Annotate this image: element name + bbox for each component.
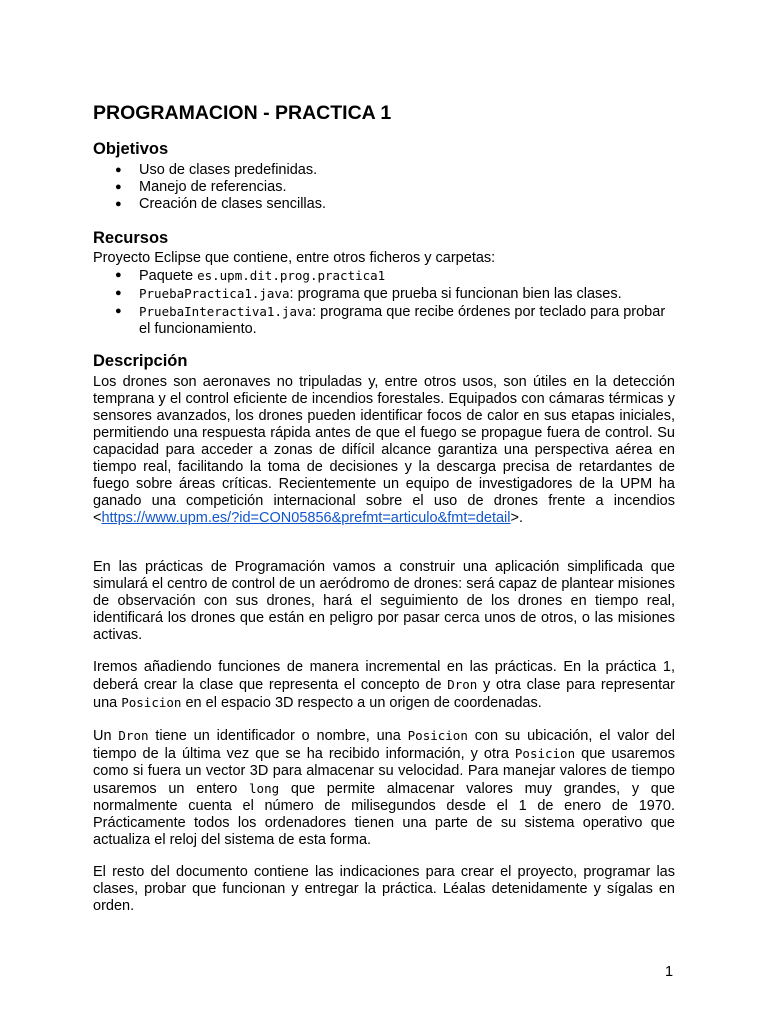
package-name: es.upm.dit.prog.practica1: [197, 268, 386, 283]
bullet-icon: ●: [115, 305, 122, 317]
class-name-posicion: Posicion: [121, 695, 182, 710]
upm-article-link[interactable]: https://www.upm.es/?id=CON05856&prefmt=articulo&fmt=detail: [101, 510, 511, 526]
bullet-icon: ●: [115, 287, 122, 299]
heading-recursos: Recursos: [93, 229, 169, 247]
list-item: ● PruebaInteractiva1.java: programa que recibe órdenes por teclado para probar el funcionamiento.: [115, 304, 666, 337]
heading-objetivos: Objetivos: [93, 140, 169, 158]
list-item: ● Uso de clases predefinidas.: [115, 162, 318, 178]
descripcion-paragraph-5: El resto del documento contiene las indicaciones para crear el proyecto, programar las clases, probar que funcionan y entregar la práctica. Léalas detenidamente y sígalas en orden.: [93, 864, 675, 914]
recursos-intro: Proyecto Eclipse que contiene, entre otros ficheros y carpetas:: [93, 250, 496, 266]
bullet-icon: ●: [115, 164, 122, 176]
descripcion-paragraph-2: En las prácticas de Programación vamos a construir una aplicación simplificada que simulará el centro de control de un aeródromo de drones: será capaz de plantear misiones de observación con sus drones, hará el seguimiento de los drones en tiempo real, identificará los drones que están en peligro por pasar cerca unos de otros, o las misiones activas.: [93, 559, 675, 643]
bullet-icon: ●: [115, 181, 122, 193]
descripcion-paragraph-1: Los drones son aeronaves no tripuladas y, entre otros usos, son útiles en la detección temprana y el control eficiente de incendios forestales. Equipados con cámaras térmicas y sensores avanzados, los drones pueden identificar focos de calor en sus etapas iniciales, permitiendo una respuesta rápida antes de que el fuego se propague fuera de control. Su capacidad para acceder a zonas de difícil alcance garantiza una perspectiva aérea en tiempo real, facilitando la toma de decisiones y la descarga precisa de retardantes de fuego sobre áreas críticas. Recientemente un equipo de investigadores de la UPM ha ganado una competición internacional sobre el uso de drones frente a incendios <https://www.upm.es/?id=CON05856&prefmt=articulo&fmt=detail>.: [93, 374, 675, 526]
descripcion-paragraph-3: Iremos añadiendo funciones de manera incremental en las prácticas. En la práctica 1, deberá crear la clase que representa el concepto de Dron y otra clase para representar una Posicion en el espacio 3D respecto a un origen de coordenadas.: [93, 659, 676, 711]
type-name-long: long: [249, 781, 280, 796]
file-name: PruebaInteractiva1.java: [139, 304, 313, 319]
list-item: ● Creación de clases sencillas.: [115, 196, 326, 212]
objetivos-list: [93, 162, 675, 213]
class-name-dron: Dron: [118, 728, 149, 743]
file-name: PruebaPractica1.java: [139, 286, 290, 301]
bullet-icon: ●: [115, 269, 122, 281]
class-name-posicion: Posicion: [407, 728, 468, 743]
page-number: 1: [665, 964, 674, 980]
recursos-list: [93, 267, 675, 338]
list-item: ● Paquete es.upm.dit.prog.practica1: [115, 268, 386, 284]
class-name-dron: Dron: [447, 677, 478, 692]
list-item: ● Manejo de referencias.: [115, 179, 287, 195]
heading-descripcion: Descripción: [93, 352, 188, 370]
class-name-posicion: Posicion: [514, 746, 576, 761]
document-title: PROGRAMACION - PRACTICA 1: [93, 102, 392, 124]
descripcion-paragraph-4: Un Dron tiene un identificador o nombre, una Posicion con su ubicación, el valor del tiempo de la última vez que se ha recibido información, y otra Posicion que usaremos como si fuera un vector 3D para almacenar su velocidad. Para manejar valores de tiempo usaremos un entero long que permite almacenar valores muy grandes, y que normalmente cuenta el número de milisegundos desde el 1 de enero de 1970. Prácticamente todos los ordenadores tienen una parte de su sistema operativo que actualiza el reloj del sistema de esta forma.: [93, 728, 675, 848]
list-item: ● PruebaPractica1.java: programa que prueba si funcionan bien las clases.: [115, 286, 622, 302]
bullet-icon: ●: [115, 198, 122, 210]
